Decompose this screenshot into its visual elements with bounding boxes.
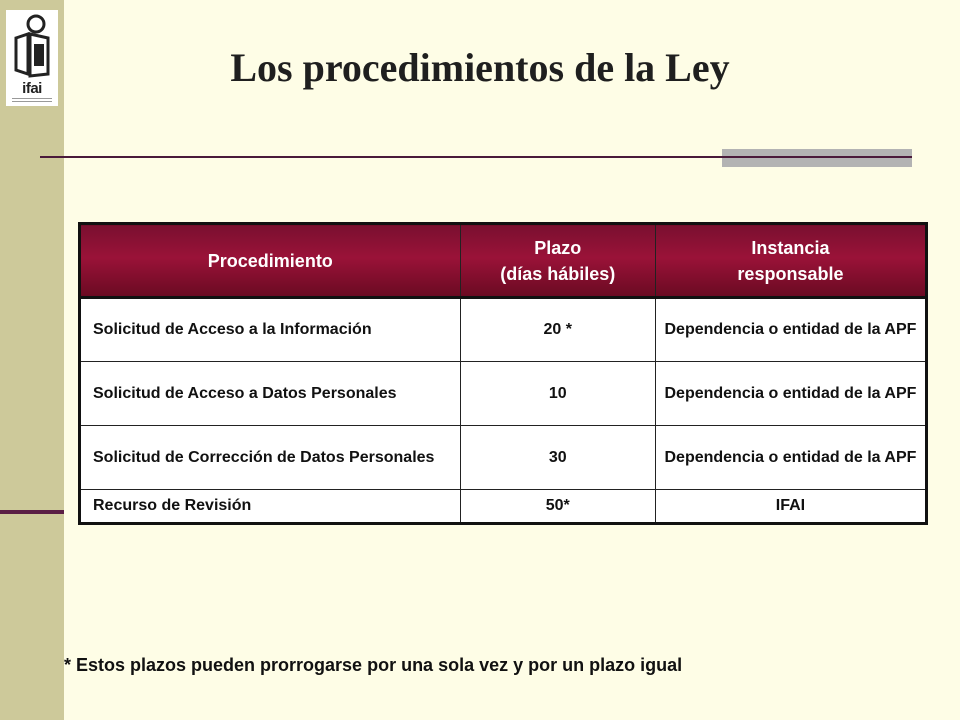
page-title: Los procedimientos de la Ley	[230, 45, 730, 90]
logo-text: ifai	[22, 80, 42, 97]
cell-plazo: 20 *	[460, 298, 655, 362]
header-plazo: Plazo (días hábiles)	[460, 224, 655, 298]
cell-procedimiento: Solicitud de Acceso a Datos Personales	[80, 362, 461, 426]
ifai-logo-icon	[6, 10, 58, 80]
logo-fine-print	[12, 98, 52, 102]
title-accent-bar	[722, 149, 912, 167]
cell-plazo: 50*	[460, 490, 655, 524]
table-row	[80, 362, 927, 426]
header-procedimiento: Procedimiento	[80, 224, 461, 298]
procedures-table	[78, 222, 928, 525]
cell-instancia: Dependencia o entidad de la APF	[655, 298, 926, 362]
cell-instancia: Dependencia o entidad de la APF	[655, 426, 926, 490]
table-header-row	[80, 224, 927, 298]
table-row	[80, 490, 927, 524]
header-instancia: Instancia responsable	[655, 224, 926, 298]
table-row	[80, 426, 927, 490]
title-accent-line	[722, 156, 912, 158]
cell-procedimiento: Recurso de Revisión	[80, 490, 461, 524]
cell-procedimiento: Solicitud de Corrección de Datos Personales	[80, 426, 461, 490]
cell-plazo: 10	[460, 362, 655, 426]
table-row	[80, 298, 927, 362]
ifai-logo	[6, 10, 58, 106]
cell-instancia: Dependencia o entidad de la APF	[655, 362, 926, 426]
cell-plazo: 30	[460, 426, 655, 490]
cell-instancia: IFAI	[655, 490, 926, 524]
side-bar	[0, 0, 64, 720]
cell-procedimiento: Solicitud de Acceso a la Información	[80, 298, 461, 362]
footnote: * Estos plazos pueden prorrogarse por una sola vez y por un plazo igual	[64, 655, 683, 675]
side-bar-rule	[0, 510, 64, 514]
